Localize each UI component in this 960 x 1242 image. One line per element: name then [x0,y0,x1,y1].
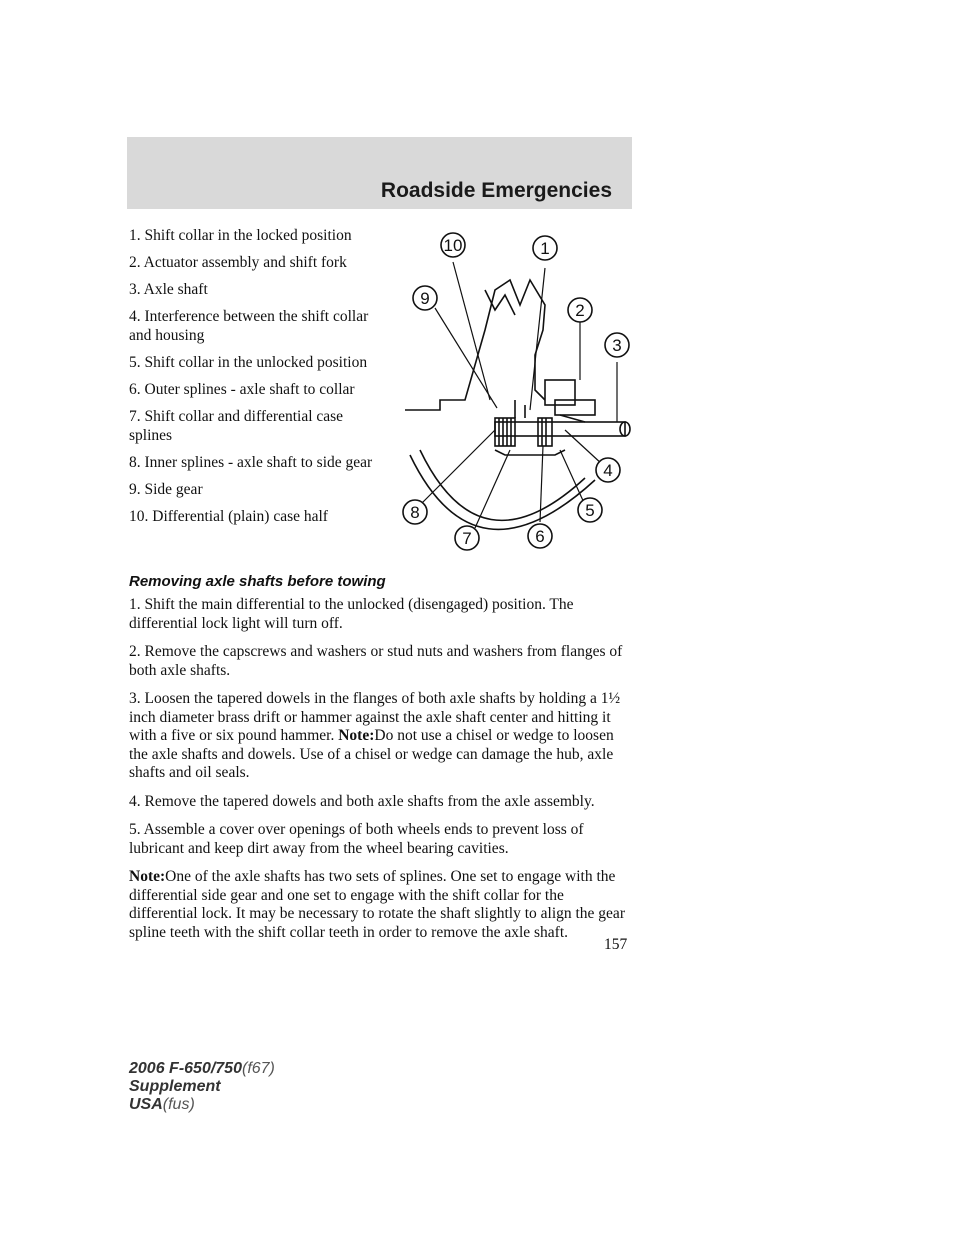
page-number: 157 [604,936,628,953]
legend-item: 9. Side gear [129,481,203,498]
legend-item: 6. Outer splines - axle shaft to collar [129,381,355,398]
step-3 [129,690,634,783]
final-note [129,868,634,942]
callout-label-7: 7 [462,529,472,548]
step-2: 2. Remove the capscrews and washers or stud nuts and washers from flanges of both axle shafts. [129,643,623,679]
legend-item: 10. Differential (plain) case half [129,508,328,525]
footer-doc-type: Supplement [129,1078,221,1095]
callout-label-1: 1 [540,239,550,258]
note-label: Note: [129,868,166,885]
legend-item: 5. Shift collar in the unlocked position [129,354,368,371]
callout-label-3: 3 [612,336,622,355]
document-footer [129,1060,275,1114]
section-header-band [127,137,632,209]
legend-item: 8. Inner splines - axle shaft to side gear [129,454,373,471]
note-text: One of the axle shafts has two sets of splines. One set to engage with the differential side gear and one set to engage with the shift collar for the differential lock. It may be necessary to rotate the shaft slightly to align the gear spline teeth with the shift collar teeth in order to remove the axle shaft. [129,868,625,941]
section-title: Roadside Emergencies [380,179,612,202]
callout-label-6: 6 [535,527,545,546]
callout-label-5: 5 [585,501,595,520]
callout-label-2: 2 [575,301,585,320]
callout-label-10: 10 [443,236,463,255]
callout-label-4: 4 [603,461,613,480]
instructions-body [129,596,634,952]
legend-item: 2. Actuator assembly and shift fork [129,254,347,271]
note-label: Note: [338,727,375,744]
legend-item: 3. Axle shaft [129,281,208,298]
footer-model-code: (f67) [241,1060,275,1077]
footer-model: 2006 F-650/750 [129,1060,242,1077]
callout-label-8: 8 [410,503,420,522]
legend-item: 7. Shift collar and differential case splines [129,408,344,444]
footer-region-code: (fus) [162,1096,195,1113]
differential-lock-diagram [395,236,640,560]
note-text: Do not use a chisel or wedge to loosen the axle shafts and dowels. Use of a chisel or wedge can damage the hub, axle shafts and oil seals. [129,727,614,781]
legend-item: 1. Shift collar in the locked position [129,227,352,244]
step-4: 4. Remove the tapered dowels and both axle shafts from the axle assembly. [129,792,595,810]
step-5: 5. Assemble a cover over openings of both wheels ends to prevent loss of lubricant and keep dirt away from the wheel bearing cavities. [129,821,584,857]
step-1: 1. Shift the main differential to the unlocked (disengaged) position. The differential lock light will turn off. [129,596,574,632]
callout-label-9: 9 [420,289,430,308]
diagram-legend [129,226,381,534]
section-heading: Removing axle shafts before towing [129,573,386,590]
legend-item: 4. Interference between the shift collar and housing [129,308,369,344]
step-3-text: 3. Loosen the tapered dowels in the flanges of both axle shafts by holding a 1½ inch diameter brass drift or hammer against the axle shaft center and hitting it with a five or six pound hammer. [129,690,621,744]
footer-region: USA [129,1096,163,1113]
